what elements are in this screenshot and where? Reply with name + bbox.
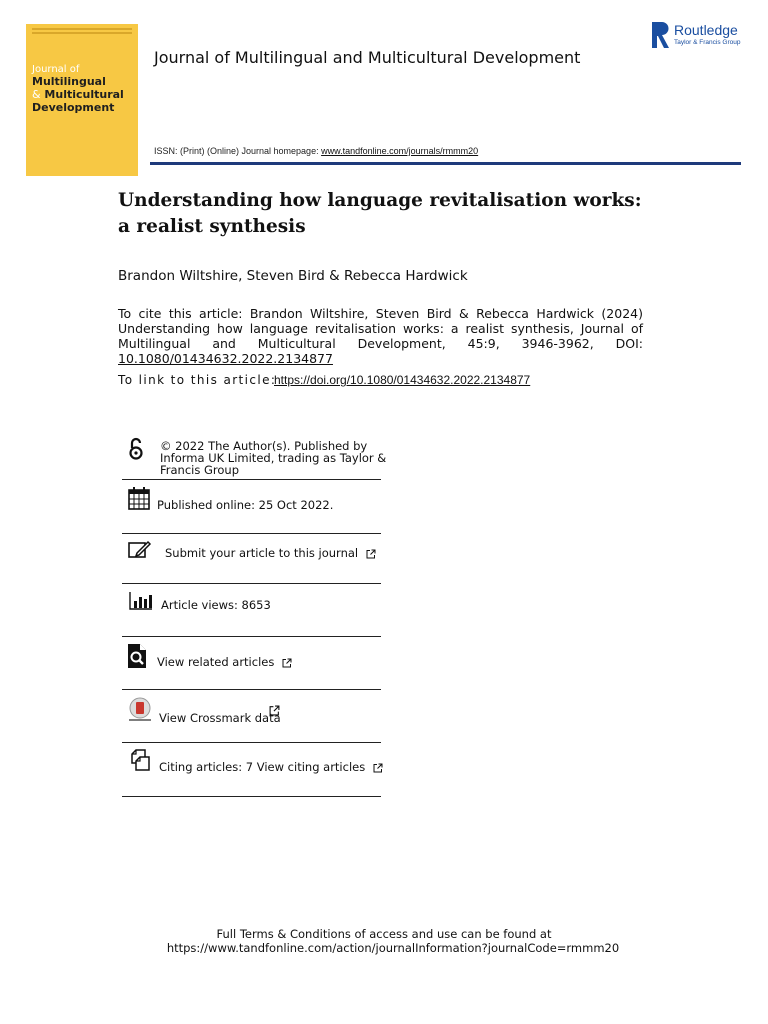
external-link-icon	[366, 549, 376, 559]
article-authors: Brandon Wiltshire, Steven Bird & Rebecca Hardwick	[118, 268, 468, 284]
bar-chart-icon	[129, 592, 153, 610]
publisher-subtitle: Taylor & Francis Group	[674, 39, 741, 46]
open-access-icon	[128, 437, 144, 461]
doi-link[interactable]: 10.1080/01434632.2022.2134877	[118, 351, 333, 366]
search-document-icon	[128, 644, 146, 668]
cover-header-lines	[32, 28, 132, 34]
submit-article-link[interactable]	[165, 546, 376, 560]
cover-title-line1: Journal of	[32, 64, 80, 75]
info-divider	[122, 636, 381, 637]
pencil-edit-icon	[128, 539, 152, 559]
info-divider	[122, 689, 381, 690]
routledge-logo	[652, 22, 748, 50]
article-title: Understanding how language revitalisation works: a realist synthesis	[118, 190, 642, 237]
issn-text: ISSN: (Print) (Online) Journal homepage:	[154, 146, 322, 156]
info-divider	[122, 533, 381, 534]
crossmark-link[interactable]	[159, 711, 281, 725]
info-divider	[122, 796, 381, 797]
footer-terms	[0, 927, 768, 955]
article-link-line	[118, 373, 531, 387]
cover-title-line4: Development	[32, 101, 115, 114]
cover-title-line3: Multicultural	[44, 88, 124, 101]
published-date: Published online: 25 Oct 2022.	[157, 498, 334, 512]
cover-amp: &	[32, 88, 41, 101]
citation-text: To cite this article: Brandon Wiltshire, Steven Bird & Rebecca Hardwick (2024) Understanding how language revitalisation works: a realist synthesis, Journal of Multilingual and Multicultural Development, 45:9, 3946-3962, DOI:	[118, 306, 643, 351]
article-views: Article views: 8653	[161, 598, 271, 612]
publisher-name: Routledge	[674, 22, 738, 38]
footer-terms-url[interactable]: https://www.tandfonline.com/action/journalInformation?journalCode=rmmm20	[166, 941, 620, 955]
external-link-icon	[269, 705, 280, 716]
external-link-icon	[282, 658, 292, 668]
routledge-r-icon	[652, 22, 670, 48]
citing-documents-icon	[128, 749, 152, 771]
submit-article-label: Submit your article to this journal	[165, 546, 359, 560]
related-articles-label: View related articles	[157, 655, 275, 669]
citing-articles-label: Citing articles: 7 View citing articles	[159, 760, 366, 774]
article-doi-url[interactable]: https://doi.org/10.1080/01434632.2022.2134877	[274, 373, 531, 387]
info-divider	[122, 742, 381, 743]
related-articles-link[interactable]	[157, 655, 292, 669]
header-rule	[150, 162, 741, 165]
journal-homepage-link[interactable]: www.tandfonline.com/journals/rmmm20	[321, 146, 479, 156]
crossmark-label: View Crossmark data	[159, 711, 281, 725]
info-divider	[122, 479, 381, 480]
journal-cover-image	[26, 24, 138, 176]
journal-title: Journal of Multilingual and Multicultural Development	[154, 48, 581, 67]
article-link-label: To link to this article:	[118, 373, 277, 387]
open-access-text: © 2022 The Author(s). Published by Informa UK Limited, trading as Taylor & Francis Group	[160, 439, 387, 477]
cover-title-line2: Multilingual	[32, 75, 106, 88]
issn-line	[154, 146, 478, 156]
info-divider	[122, 583, 381, 584]
calendar-icon	[128, 486, 150, 510]
footer-line1: Full Terms & Conditions of access and use can be found at	[216, 927, 552, 941]
external-link-icon	[373, 763, 383, 773]
crossmark-icon	[127, 697, 153, 723]
cover-title-main	[32, 75, 124, 114]
citation-block	[118, 306, 643, 366]
citing-articles-link[interactable]	[159, 760, 383, 774]
